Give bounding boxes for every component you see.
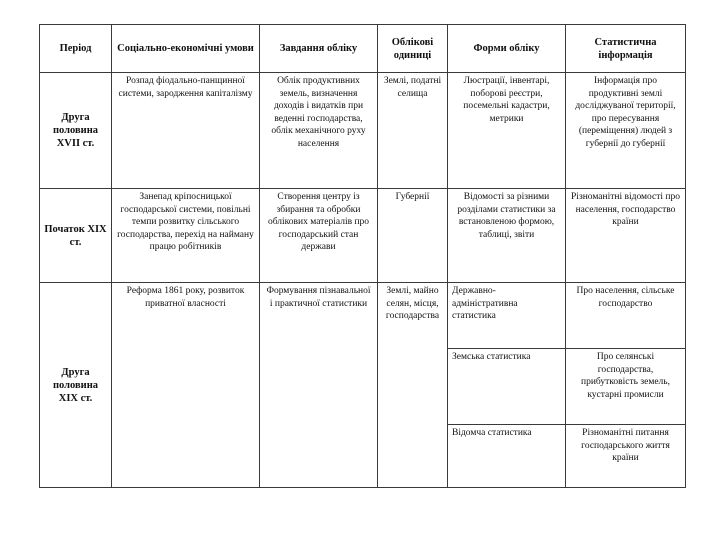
period-cell: Друга половина XVII ст. (40, 73, 112, 189)
header-forms: Форми обліку (448, 25, 566, 73)
conditions-cell: Реформа 1861 року, розвиток приватної власності (112, 283, 260, 488)
forms-cell: Люстрації, інвентарі, поборові реєстри, посемельні кадастри, метрики (448, 73, 566, 189)
forms-subcell: Державно-адміністративна статистика (448, 283, 566, 349)
info-cell: Інформація про продуктивні землі досліджуваної території, про пересування (переміщення) людей з губернії до губернії (566, 73, 686, 189)
units-cell: Землі, податні селища (378, 73, 448, 189)
forms-subcell: Відомча статистика (448, 425, 566, 488)
header-period: Період (40, 25, 112, 73)
tasks-cell: Формування пізнавальної і практичної статистики (260, 283, 378, 488)
header-tasks: Завдання обліку (260, 25, 378, 73)
header-row (40, 25, 686, 73)
tasks-cell: Створення центру із збирання та обробки облікових матеріалів про господарський стан держави (260, 189, 378, 283)
header-info: Статистична інформація (566, 25, 686, 73)
conditions-cell: Занепад кріпосницької господарської системи, повільні темпи розвитку сільського господарства, перехід на найману працю робітників (112, 189, 260, 283)
table-row (40, 283, 686, 349)
tasks-cell: Облік продуктивних земель, визначення доходів і видатків при веденні господарства, облік механічного руху населення (260, 73, 378, 189)
header-conditions: Соціально-економічні умови (112, 25, 260, 73)
info-subcell: Про населення, сільське господарство (566, 283, 686, 349)
units-cell: Губернії (378, 189, 448, 283)
info-cell: Різноманітні відомості про населення, господарство країни (566, 189, 686, 283)
history-of-statistics-table (39, 24, 686, 488)
forms-cell: Відомості за різними розділами статистики за встановленою формою, таблиці, звіти (448, 189, 566, 283)
period-cell: Друга половина XIX ст. (40, 283, 112, 488)
period-cell: Початок XIX ст. (40, 189, 112, 283)
table-row (40, 73, 686, 189)
forms-subcell: Земська статистика (448, 349, 566, 425)
table-row (40, 189, 686, 283)
header-units: Облікові одиниці (378, 25, 448, 73)
conditions-cell: Розпад фіодально-панщинної системи, зародження капіталізму (112, 73, 260, 189)
units-cell: Землі, майно селян, місця, господарства (378, 283, 448, 488)
info-subcell: Різноманітні питання господарського життя країни (566, 425, 686, 488)
info-subcell: Про селянські господарства, прибутковість земель, кустарні промисли (566, 349, 686, 425)
